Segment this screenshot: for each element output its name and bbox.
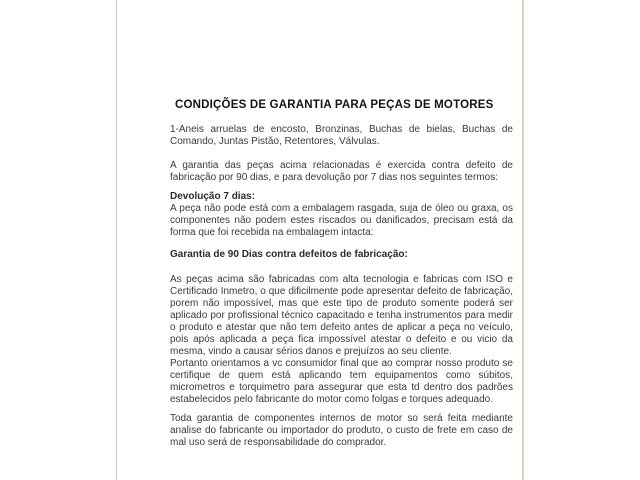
parts-list-paragraph: 1-Aneis arruelas de encosto, Bronzinas, Buchas de bielas, Buchas de Comando, Juntas Pistão, Retentores, Válvulas. [170, 124, 513, 147]
warranty90-paragraph-1: As peças acima são fabricadas com alta tecnologia e fabricas com ISO e Certificado Inmetro, o que dificilmente pode apresentar defeito de fabricação, porem não impossível, mas que este tipo de produto somente poderá ser aplicado por profissional técnico capacitado e tenha instrumentos para medir o produto e atestar que não tem defeito antes de aplicar a peça no veículo, pois após aplicada a peça fica impossível atestar o defeito e ou vicio da mesma, vindo a causar sérios danos e prejuízos ao seu cliente. [170, 274, 513, 357]
warranty90-paragraph-2: Portanto orientamos a vc consumidor final que ao comprar nosso produto se certifique de quem está aplicando tem equipamentos como súbitos, micrometros e torquimetro para assegurar que esta td dentro dos padrões estabelecidos pelo fabricante do motor como folgas e torques adequado. [170, 358, 513, 405]
warranty-terms-paragraph: A garantia das peças acima relacionadas é exercida contra defeito de fabricação por 90 dias, e para devolução por 7 dias nos seguintes termos: [170, 160, 513, 183]
devolution-paragraph: A peça não pode está com a embalagem rasgada, suja de óleo ou graxa, os componentes não podem estes riscados ou danificados, precisam está da forma que foi recebida na embalagem intacta: [170, 203, 513, 238]
right-page-rule [522, 0, 524, 480]
warranty-document [170, 98, 513, 449]
devolution-heading: Devolução 7 dias: [170, 191, 256, 202]
closing-paragraph: Toda garantia de componentes internos de motor so será feita mediante analise do fabricante ou importador do produto, o custo de frete em caso de mal uso será de responsabilidade do comprador. [170, 413, 513, 448]
warranty90-heading: Garantia de 90 Dias contra defeitos de fabricação: [170, 249, 408, 260]
left-page-rule [116, 0, 117, 480]
page-title: CONDIÇÕES DE GARANTIA PARA PEÇAS DE MOTORES [175, 99, 494, 111]
